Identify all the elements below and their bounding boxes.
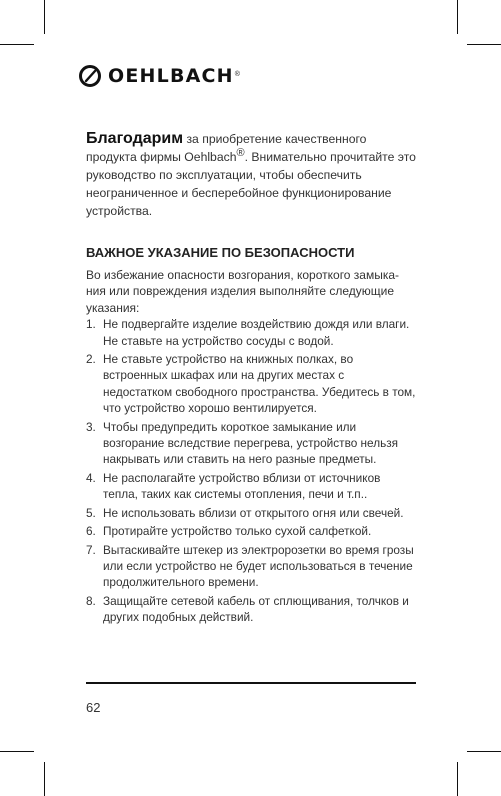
list-item: 3. Чтобы предупредить короткое замыкание или возгорание вследствие перегрева, устройство нельзя накрывать или ставить на него разные предметы. [86, 419, 399, 467]
crop-mark [44, 0, 45, 34]
footer-divider [86, 682, 416, 684]
brand-registered-mark: ® [234, 70, 240, 78]
brand-logo [78, 62, 240, 90]
intro-thanks: Благодарим [86, 130, 184, 147]
crop-mark [467, 751, 501, 752]
brand-name: OEHLBACH [108, 65, 234, 87]
list-item: 4. Не располагайте устройство вблизи от источников тепла, таких как системы отопления, печи и т.п.. [86, 470, 381, 502]
safety-lead: Во избежание опасности возгорания, короткого замыка-ния или повреждения изделия выполняйте следующие указания: [86, 268, 400, 315]
intro-text: за приобретение качественного продукта фирмы Oehlbach [86, 132, 367, 164]
intro-text-continued: . Внимательно прочитайте это руководство по эксплуатации, чтобы обеспечить неограниченное и бесперебойное функционирование устройства. [86, 150, 416, 218]
crop-mark [44, 762, 45, 796]
crop-mark [457, 0, 458, 34]
list-item: 8. Защищайте сетевой кабель от сплющивания, толчков и других подобных действий. [86, 593, 409, 625]
safety-list [86, 316, 416, 625]
safety-heading: ВАЖНОЕ УКАЗАНИЕ ПО БЕЗОПАСНОСТИ [86, 245, 355, 260]
list-item: 2. Не ставьте устройство на книжных полках, во встроенных шкафах или на других местах с недостатком свободного пространства. Убедитесь в том, что устройство хорошо вентилируется. [86, 352, 416, 416]
list-item: 5. Не использовать вблизи от открытого огня или свечей. [86, 505, 404, 520]
list-item: 6. Протирайте устройство только сухой салфеткой. [86, 524, 372, 539]
crop-mark [457, 762, 458, 796]
oehlbach-logo-icon [78, 64, 102, 88]
crop-mark [467, 44, 501, 45]
registered-mark: ® [236, 146, 245, 159]
list-item: 7. Вытаскивайте штекер из электророзетки во время грозы или если устройство не будет использоваться в течение продолжительного времени. [86, 542, 414, 590]
list-item: 1. Не подвергайте изделие воздействию дождя или влаги. Не ставьте на устройство сосуды с водой. [86, 317, 410, 348]
intro-paragraph [86, 130, 416, 220]
page-content [86, 130, 416, 628]
crop-mark [0, 751, 34, 752]
page-number: 62 [86, 700, 101, 715]
crop-mark [0, 44, 34, 45]
